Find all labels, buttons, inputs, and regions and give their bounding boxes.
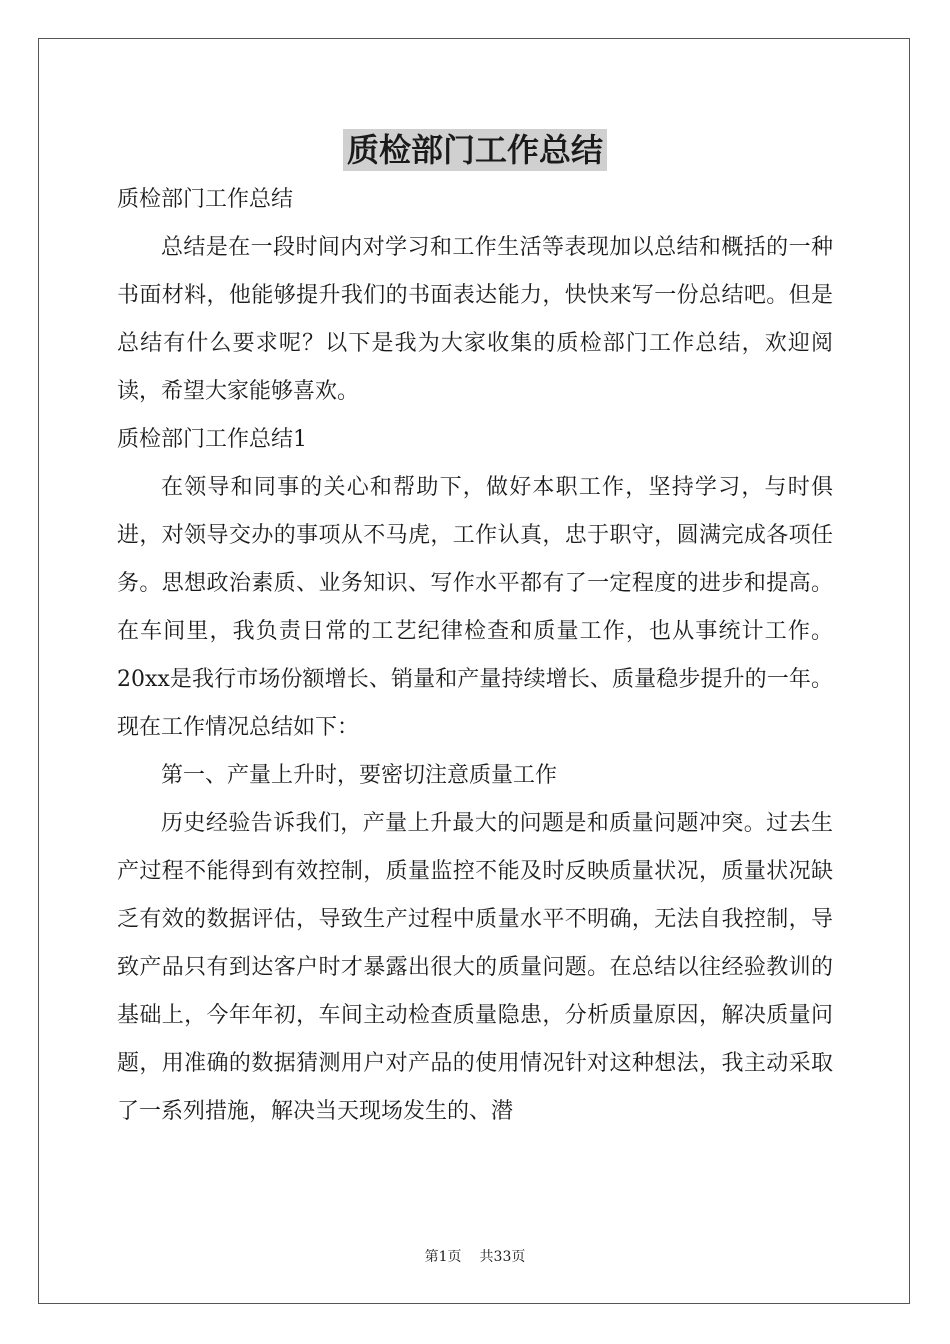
body-paragraph: 在领导和同事的关心和帮助下，做好本职工作，坚持学习，与时俱进，对领导交办的事项从不马虎，工作认真，忠于职守，圆满完成各项任务。思想政治素质、业务知识、写作水平都有了一定程度的进步和提高。在车间里，我负责日常的工艺纪律检查和质量工作，也从事统计工作。20xx是我行市场份额增长、销量和产量持续增长、质量稳步提升的一年。现在工作情况总结如下： [117, 475, 833, 740]
document-body [117, 176, 833, 1136]
page-footer [0, 1247, 950, 1267]
page-total: 共33页 [479, 1249, 526, 1265]
body-paragraph: 历史经验告诉我们，产量上升最大的问题是和质量问题冲突。过去生产过程不能得到有效控制，质量监控不能及时反映质量状况，质量状况缺乏有效的数据评估，导致生产过程中质量水平不明确，无法自我控制，导致产品只有到达客户时才暴露出很大的质量问题。在总结以往经验教训的基础上，今年年初，车间主动检查质量隐患，分析质量原因，解决质量问题，用准确的数据猜测用户对产品的使用情况针对这种想法，我主动采取了一系列措施，解决当天现场发生的、潜 [117, 811, 833, 1124]
point-heading: 第一、产量上升时，要密切注意质量工作 [161, 763, 558, 788]
intro-paragraph: 总结是在一段时间内对学习和工作生活等表现加以总结和概括的一种书面材料，他能够提升我们的书面表达能力，快快来写一份总结吧。但是总结有什么要求呢？以下是我为大家收集的质检部门工作总结，欢迎阅读，希望大家能够喜欢。 [117, 235, 833, 404]
section-heading: 质检部门工作总结1 [117, 427, 307, 452]
document-title [0, 124, 950, 176]
page-number: 第1页 [424, 1249, 462, 1265]
subtitle-paragraph: 质检部门工作总结 [117, 187, 294, 212]
document-title-text: 质检部门工作总结 [343, 129, 607, 171]
